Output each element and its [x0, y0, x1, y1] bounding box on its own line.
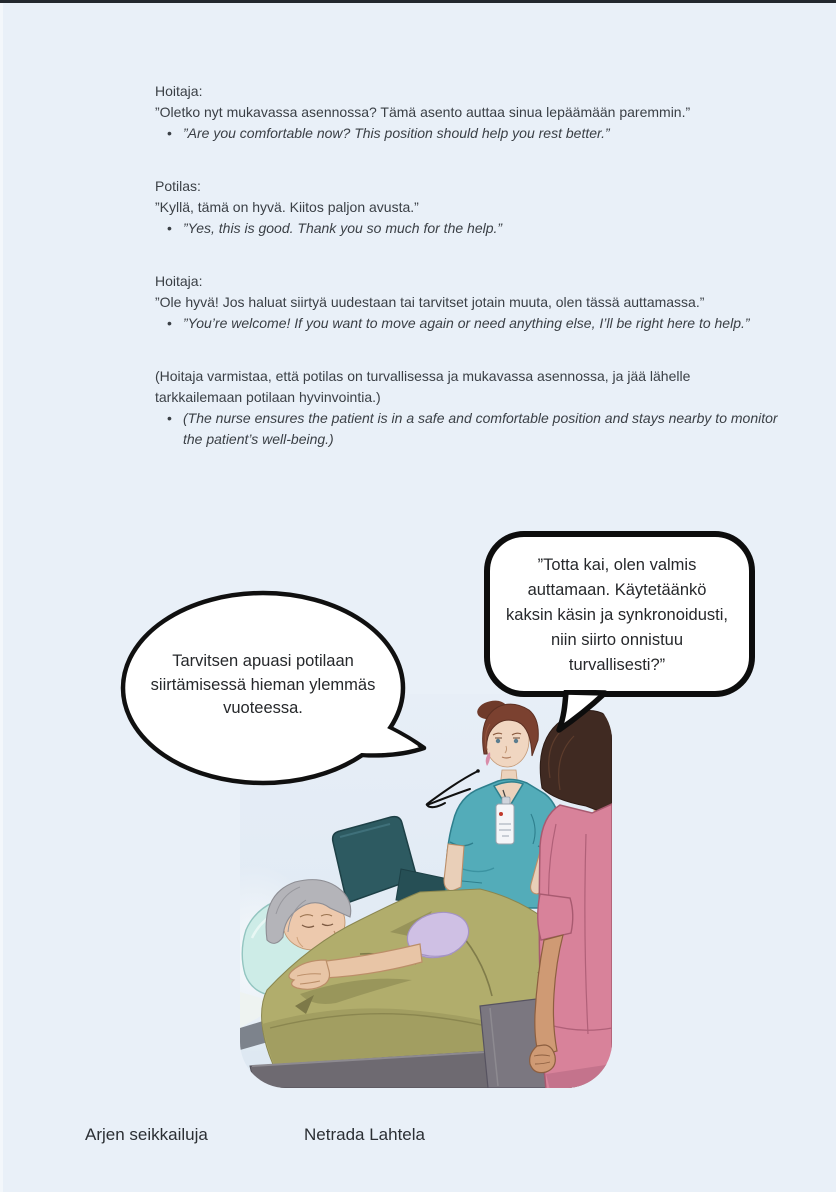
- footer-author: Netrada Lahtela: [304, 1125, 425, 1144]
- speech-tail-squiggle: [415, 762, 490, 814]
- finnish-line: ”Kyllä, tämä on hyvä. Kiitos paljon avusta.”: [155, 199, 419, 215]
- english-translation: • (The nurse ensures the patient is in a safe and comfortable position and stays nearby to monitor the patient’s well-being.): [155, 408, 780, 450]
- dialogue-block-2: [155, 176, 780, 239]
- english-translation: • ”Yes, this is good. Thank you so much for the help.”: [155, 218, 780, 239]
- nurse-pink: [530, 711, 612, 1088]
- english-translation: • ”Are you comfortable now? This position should help you rest better.”: [155, 123, 780, 144]
- speech-bubble-right-text: ”Totta kai, olen valmis auttamaan. Käytetäänkö kaksin käsin ja synkronoidusti, niin siirto onnistuu turvallisesti?”: [506, 556, 728, 674]
- dialogue-block-4-stage-note: [155, 366, 780, 450]
- window-left-edge: [0, 3, 3, 1192]
- english-translation: • ”You’re welcome! If you want to move again or need anything else, I’ll be right here to help.”: [155, 313, 780, 334]
- dialogue-block-3: [155, 271, 780, 334]
- window-top-edge: [0, 0, 836, 3]
- nurse-pink-sleeve: [538, 894, 573, 940]
- finnish-line: ”Oletko nyt mukavassa asennossa? Tämä asento auttaa sinua lepäämään paremmin.”: [155, 104, 691, 120]
- speech-bubble-left-text: Tarvitsen apuasi potilaan siirtämisessä hieman ylemmäs vuoteessa.: [150, 652, 376, 717]
- speaker-label: Hoitaja:: [155, 83, 203, 99]
- speech-bubble-right-tail: [540, 690, 610, 735]
- footer-series-title: Arjen seikkailuja: [85, 1125, 208, 1144]
- finnish-line: (Hoitaja varmistaa, että potilas on turvallisessa ja mukavassa asennossa, ja jää lähelle tarkkailemaan potilaan hyvinvointia.): [155, 368, 691, 405]
- nurse-teal-left-arm: [444, 844, 464, 891]
- dialogue-section: [155, 81, 780, 482]
- finnish-line: ”Ole hyvä! Jos haluat siirtyä uudestaan tai tarvitset jotain muuta, olen tässä auttamassa.”: [155, 294, 705, 310]
- speaker-label: Hoitaja:: [155, 273, 203, 289]
- nurse-pink-hand: [530, 1045, 556, 1073]
- dialogue-block-1: [155, 81, 780, 144]
- speaker-label: Potilas:: [155, 178, 201, 194]
